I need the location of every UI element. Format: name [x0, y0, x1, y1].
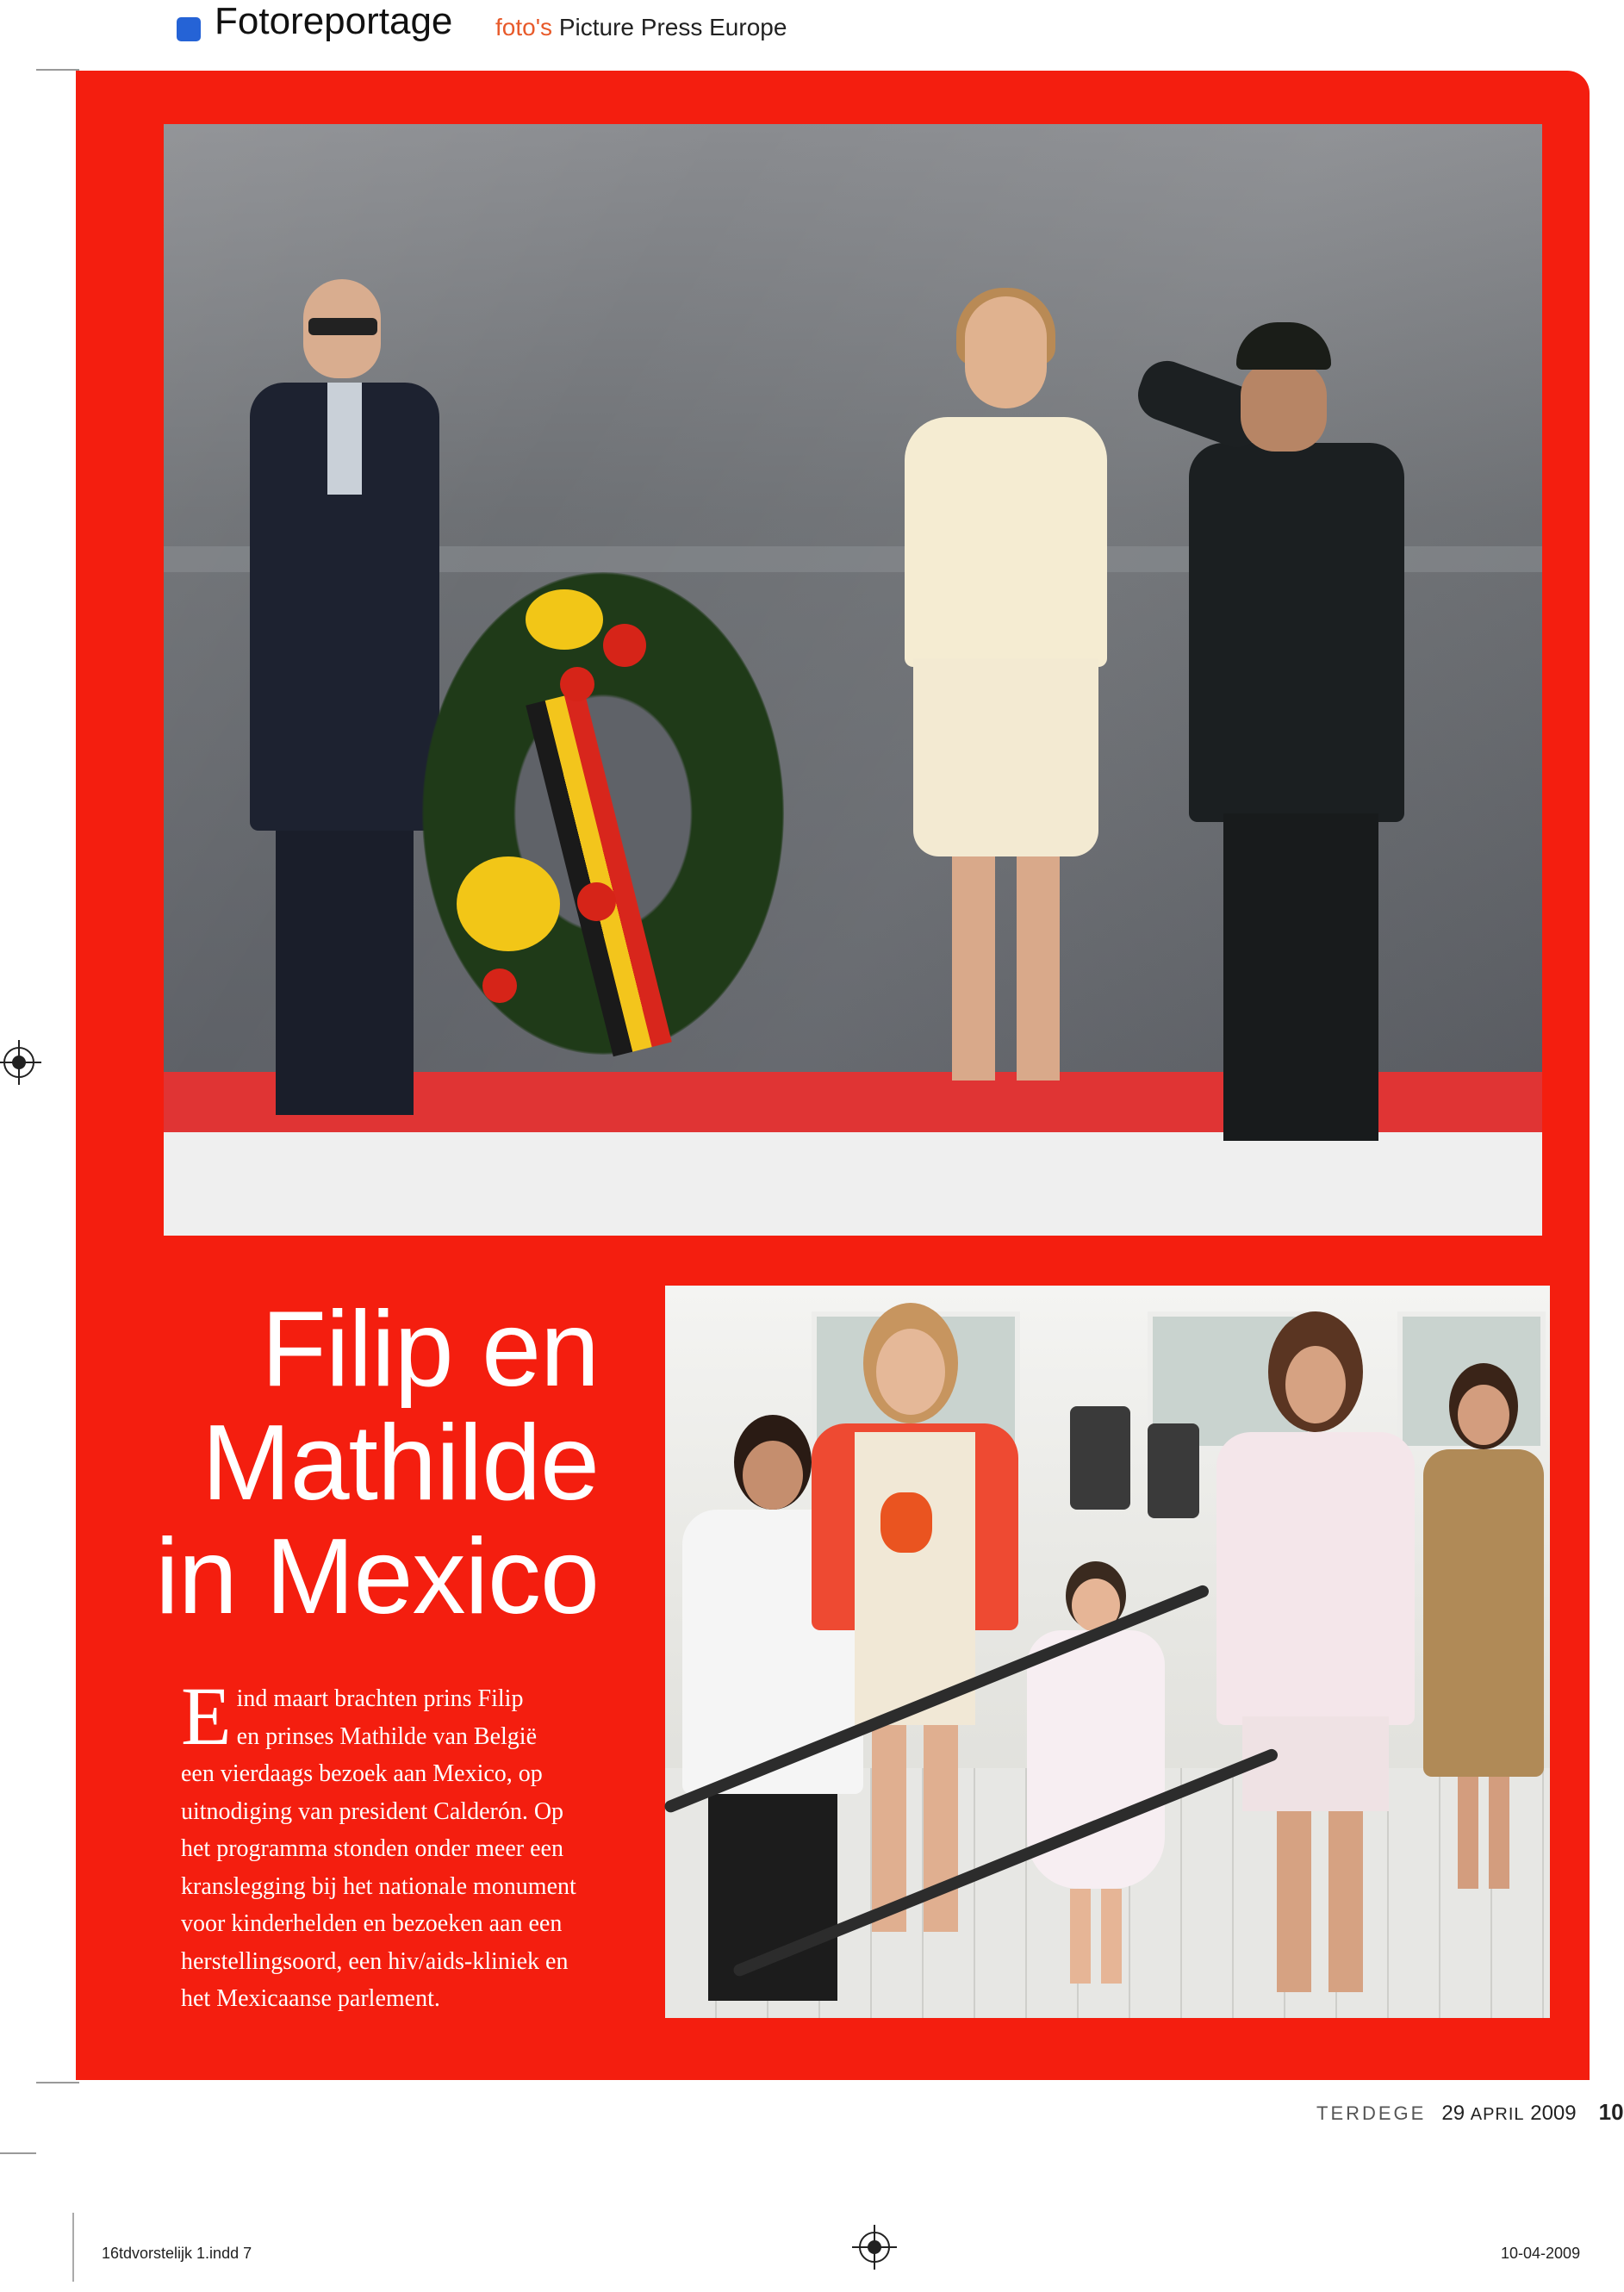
intro-line: ind maart brachten prins Filip [236, 1685, 524, 1712]
issue-month: APRIL [1470, 2105, 1525, 2124]
intro-line: herstellingsoord, een hiv/aids-kliniek en [181, 1947, 569, 1975]
issue-year: 2009 [1530, 2102, 1577, 2125]
issue-day: 29 [1441, 2102, 1465, 2125]
intro-line: uitnodiging van president Calderón. Op [181, 1797, 564, 1825]
intro-line: een vierdaags bezoek aan Mexico, op [181, 1760, 543, 1787]
section-square-icon [177, 17, 201, 41]
intro-line: kranslegging bij het nationale monument [181, 1872, 576, 1900]
intro-line: het Mexicaanse parlement. [181, 1985, 440, 2012]
registration-mark-icon [3, 1047, 34, 1078]
crop-line-vertical [72, 2213, 74, 2282]
mathilde-figure [812, 1303, 1018, 1940]
headline-line: Mathilde [202, 1404, 599, 1523]
intro-line: het programma stonden onder meer een [181, 1835, 563, 1862]
clinic-visit-photo [665, 1286, 1550, 2016]
section-title: Fotoreportage [215, 0, 453, 42]
saluting-officer-figure [1137, 322, 1422, 1149]
woman-in-pink-suit-figure [1216, 1311, 1415, 2001]
crop-line-mid [36, 2082, 79, 2083]
rehab-machine [1070, 1406, 1130, 1510]
woman-in-tan-suit-figure [1423, 1363, 1544, 1897]
photo-credit-label: foto's [495, 14, 553, 40]
man-in-suit-figure [241, 279, 448, 1115]
photo-credit [495, 14, 787, 41]
crop-line-top [36, 69, 79, 71]
slug-date: 10-04-2009 [1501, 2245, 1581, 2262]
article-intro [181, 1670, 646, 2018]
crop-line-bottom [0, 2152, 36, 2154]
drop-cap: E [181, 1670, 232, 1762]
page-number: 10 [1598, 2099, 1624, 2125]
page-folio [1316, 2099, 1624, 2133]
headline-line: Filip en [261, 1290, 599, 1409]
headline-line: in Mexico [155, 1517, 599, 1636]
indesign-file-slug: 16tdvorstelijk 1.indd 7 [102, 2245, 252, 2262]
intro-line: en prinses Mathilde van België [236, 1722, 537, 1750]
girl-figure [1010, 1561, 1182, 1992]
photo-credit-source: Picture Press Europe [558, 14, 787, 40]
registration-mark-icon [859, 2232, 890, 2263]
article-headline [116, 1292, 599, 1634]
issue-date [1441, 2102, 1576, 2126]
intro-line: voor kinderhelden en bezoeken aan een [181, 1910, 563, 1937]
flower-wreath [422, 572, 784, 1055]
magazine-name: TERDEGE [1316, 2102, 1427, 2124]
rehab-machine [1148, 1423, 1199, 1518]
wreath-laying-photo [164, 124, 1542, 1236]
woman-in-white-figure [896, 296, 1120, 1081]
